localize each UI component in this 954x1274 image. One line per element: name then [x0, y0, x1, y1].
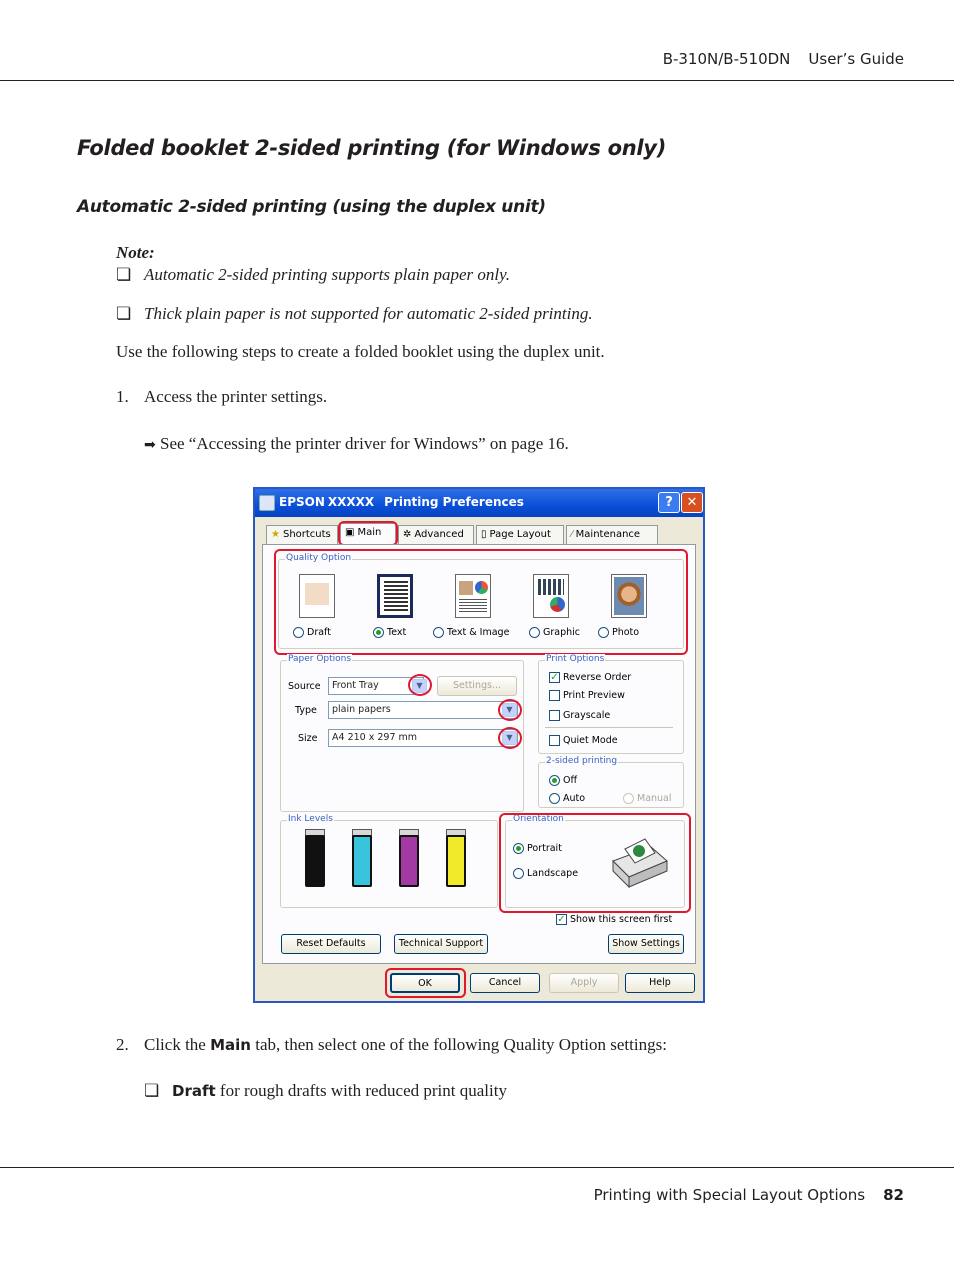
- note-item-text: Thick plain paper is not supported for automatic 2-sided printing.: [144, 304, 593, 323]
- group-label: Print Options: [546, 654, 605, 664]
- section-heading: Folded booklet 2-sided printing (for Windows only): [77, 136, 666, 160]
- draft-term: Draft: [172, 1082, 216, 1100]
- star-icon: ★: [271, 529, 280, 540]
- group-label: 2-sided printing: [546, 756, 618, 766]
- photo-label: Photo: [612, 627, 640, 638]
- type-label: Type: [295, 705, 317, 716]
- draft-option-item: [144, 1081, 507, 1101]
- title-model: XXXXX: [327, 495, 375, 509]
- footer-section: Printing with Special Layout Options: [593, 1186, 866, 1204]
- running-footer: [594, 1186, 904, 1204]
- tab-shortcuts[interactable]: ★ Shortcuts: [266, 525, 338, 544]
- text-image-label: Text & Image: [447, 627, 510, 638]
- footer-rule: [0, 1167, 954, 1168]
- cancel-button[interactable]: Cancel: [470, 973, 540, 993]
- print-preview-label: Print Preview: [563, 690, 625, 701]
- cyan-ink-cartridge: [352, 835, 372, 887]
- group-label: Ink Levels: [288, 814, 333, 824]
- print-preview-checkbox[interactable]: [549, 690, 560, 701]
- magenta-ink-cartridge: [399, 835, 419, 887]
- size-arrow-highlight: [498, 727, 522, 749]
- orientation-highlight: [499, 813, 691, 913]
- running-header: [663, 50, 904, 68]
- two-sided-manual-radio: [623, 793, 634, 804]
- paper-settings-button: Settings...: [437, 676, 517, 696]
- draft-description: for rough drafts with reduced print quality: [219, 1081, 507, 1100]
- show-first-label: Show this screen first: [570, 914, 673, 925]
- show-settings-button[interactable]: Show Settings: [608, 934, 684, 954]
- title-brand: EPSON: [279, 495, 325, 509]
- reset-defaults-button[interactable]: Reset Defaults: [281, 934, 381, 954]
- step-text-post: tab, then select one of the following Quality Option settings:: [255, 1035, 667, 1054]
- type-select[interactable]: plain papers: [328, 701, 518, 719]
- graphic-label: Graphic: [543, 627, 581, 638]
- note-label: Note:: [116, 243, 155, 262]
- size-label: Size: [298, 733, 318, 744]
- quiet-mode-label: Quiet Mode: [563, 735, 618, 746]
- wrench-icon: ⁄: [571, 529, 573, 540]
- group-label: Paper Options: [288, 654, 352, 664]
- yellow-ink-cartridge: [446, 835, 466, 887]
- draft-label: Draft: [307, 627, 331, 638]
- source-select[interactable]: Front Tray: [328, 677, 424, 695]
- grayscale-label: Grayscale: [563, 710, 611, 721]
- note-item-text: Automatic 2-sided printing supports plain paper only.: [144, 265, 510, 284]
- two-sided-auto-label: Auto: [563, 793, 586, 804]
- help-button[interactable]: Help: [625, 973, 695, 993]
- two-sided-off-label: Off: [563, 775, 578, 786]
- help-icon[interactable]: ?: [658, 492, 680, 513]
- step-1: [116, 387, 327, 407]
- ok-button[interactable]: OK: [390, 973, 460, 993]
- header-guide: User’s Guide: [808, 50, 904, 68]
- tab-advanced[interactable]: ✲ Advanced: [398, 525, 474, 544]
- landscape-label: Landscape: [527, 868, 579, 879]
- size-select[interactable]: A4 210 x 297 mm: [328, 729, 518, 747]
- bullet-box-icon: ❏: [116, 304, 132, 323]
- apply-button: Apply: [549, 973, 619, 993]
- step-number: 1.: [116, 387, 129, 406]
- main-tab-reference: Main: [210, 1036, 251, 1054]
- grayscale-checkbox[interactable]: [549, 710, 560, 721]
- printer-app-icon: [259, 495, 275, 511]
- note-item: [116, 304, 593, 324]
- chevron-down-icon[interactable]: ▼: [502, 731, 517, 745]
- arrow-right-icon: ➡: [144, 437, 156, 453]
- tab-main[interactable]: ▣ Main: [340, 523, 396, 545]
- step-2: [116, 1035, 667, 1055]
- cross-reference[interactable]: [144, 434, 569, 454]
- step-text: Access the printer settings.: [144, 387, 328, 406]
- dialog-title: [279, 495, 524, 509]
- group-label: Orientation: [513, 814, 564, 824]
- step-text-pre: Click the: [144, 1035, 206, 1054]
- chevron-down-icon[interactable]: ▼: [502, 703, 517, 717]
- page-number: 82: [883, 1186, 904, 1204]
- text-label: Text: [387, 627, 407, 638]
- portrait-label: Portrait: [527, 843, 562, 854]
- gear-icon: ✲: [403, 529, 412, 540]
- bullet-box-icon: ❏: [144, 1081, 160, 1100]
- chevron-down-icon[interactable]: ▼: [412, 679, 427, 693]
- source-label: Source: [288, 681, 321, 692]
- printing-preferences-dialog: [253, 487, 705, 1003]
- quiet-mode-checkbox[interactable]: [549, 735, 560, 746]
- black-ink-cartridge: [305, 835, 325, 887]
- ok-button-highlight: [385, 968, 466, 998]
- separator: [545, 727, 673, 728]
- dialog-titlebar: [255, 489, 703, 517]
- header-rule: [0, 80, 954, 81]
- quality-option-highlight: [274, 549, 688, 655]
- bullet-box-icon: ❏: [116, 265, 132, 284]
- tab-page-layout[interactable]: ▯ Page Layout: [476, 525, 564, 544]
- technical-support-button[interactable]: Technical Support: [394, 934, 488, 954]
- show-first-checkbox[interactable]: ✓: [557, 914, 566, 925]
- reverse-order-checkbox[interactable]: ✓: [550, 672, 559, 683]
- close-icon[interactable]: ✕: [681, 492, 703, 513]
- cross-reference-text[interactable]: See “Accessing the printer driver for Windows” on page 16.: [159, 434, 569, 453]
- step-number: 2.: [116, 1035, 129, 1054]
- source-arrow-highlight: [408, 674, 432, 696]
- group-label: Quality Option: [286, 553, 352, 563]
- note-item: [116, 265, 510, 285]
- page-icon: ▯: [481, 529, 487, 540]
- main-tab-highlight: [338, 521, 398, 546]
- subsection-heading: Automatic 2-sided printing (using the duplex unit): [77, 197, 546, 217]
- printer-icon: ▣: [345, 527, 355, 538]
- two-sided-auto-radio[interactable]: [549, 793, 560, 804]
- tab-maintenance[interactable]: ⁄ Maintenance: [566, 525, 658, 544]
- header-product: B-310N/B-510DN: [662, 50, 791, 68]
- two-sided-manual-label: Manual: [637, 793, 672, 804]
- type-arrow-highlight: [498, 699, 522, 721]
- title-text: Printing Preferences: [384, 495, 524, 509]
- intro-paragraph: Use the following steps to create a folded booklet using the duplex unit.: [116, 342, 605, 361]
- reverse-order-label: Reverse Order: [563, 672, 632, 683]
- two-sided-off-radio[interactable]: [549, 775, 560, 786]
